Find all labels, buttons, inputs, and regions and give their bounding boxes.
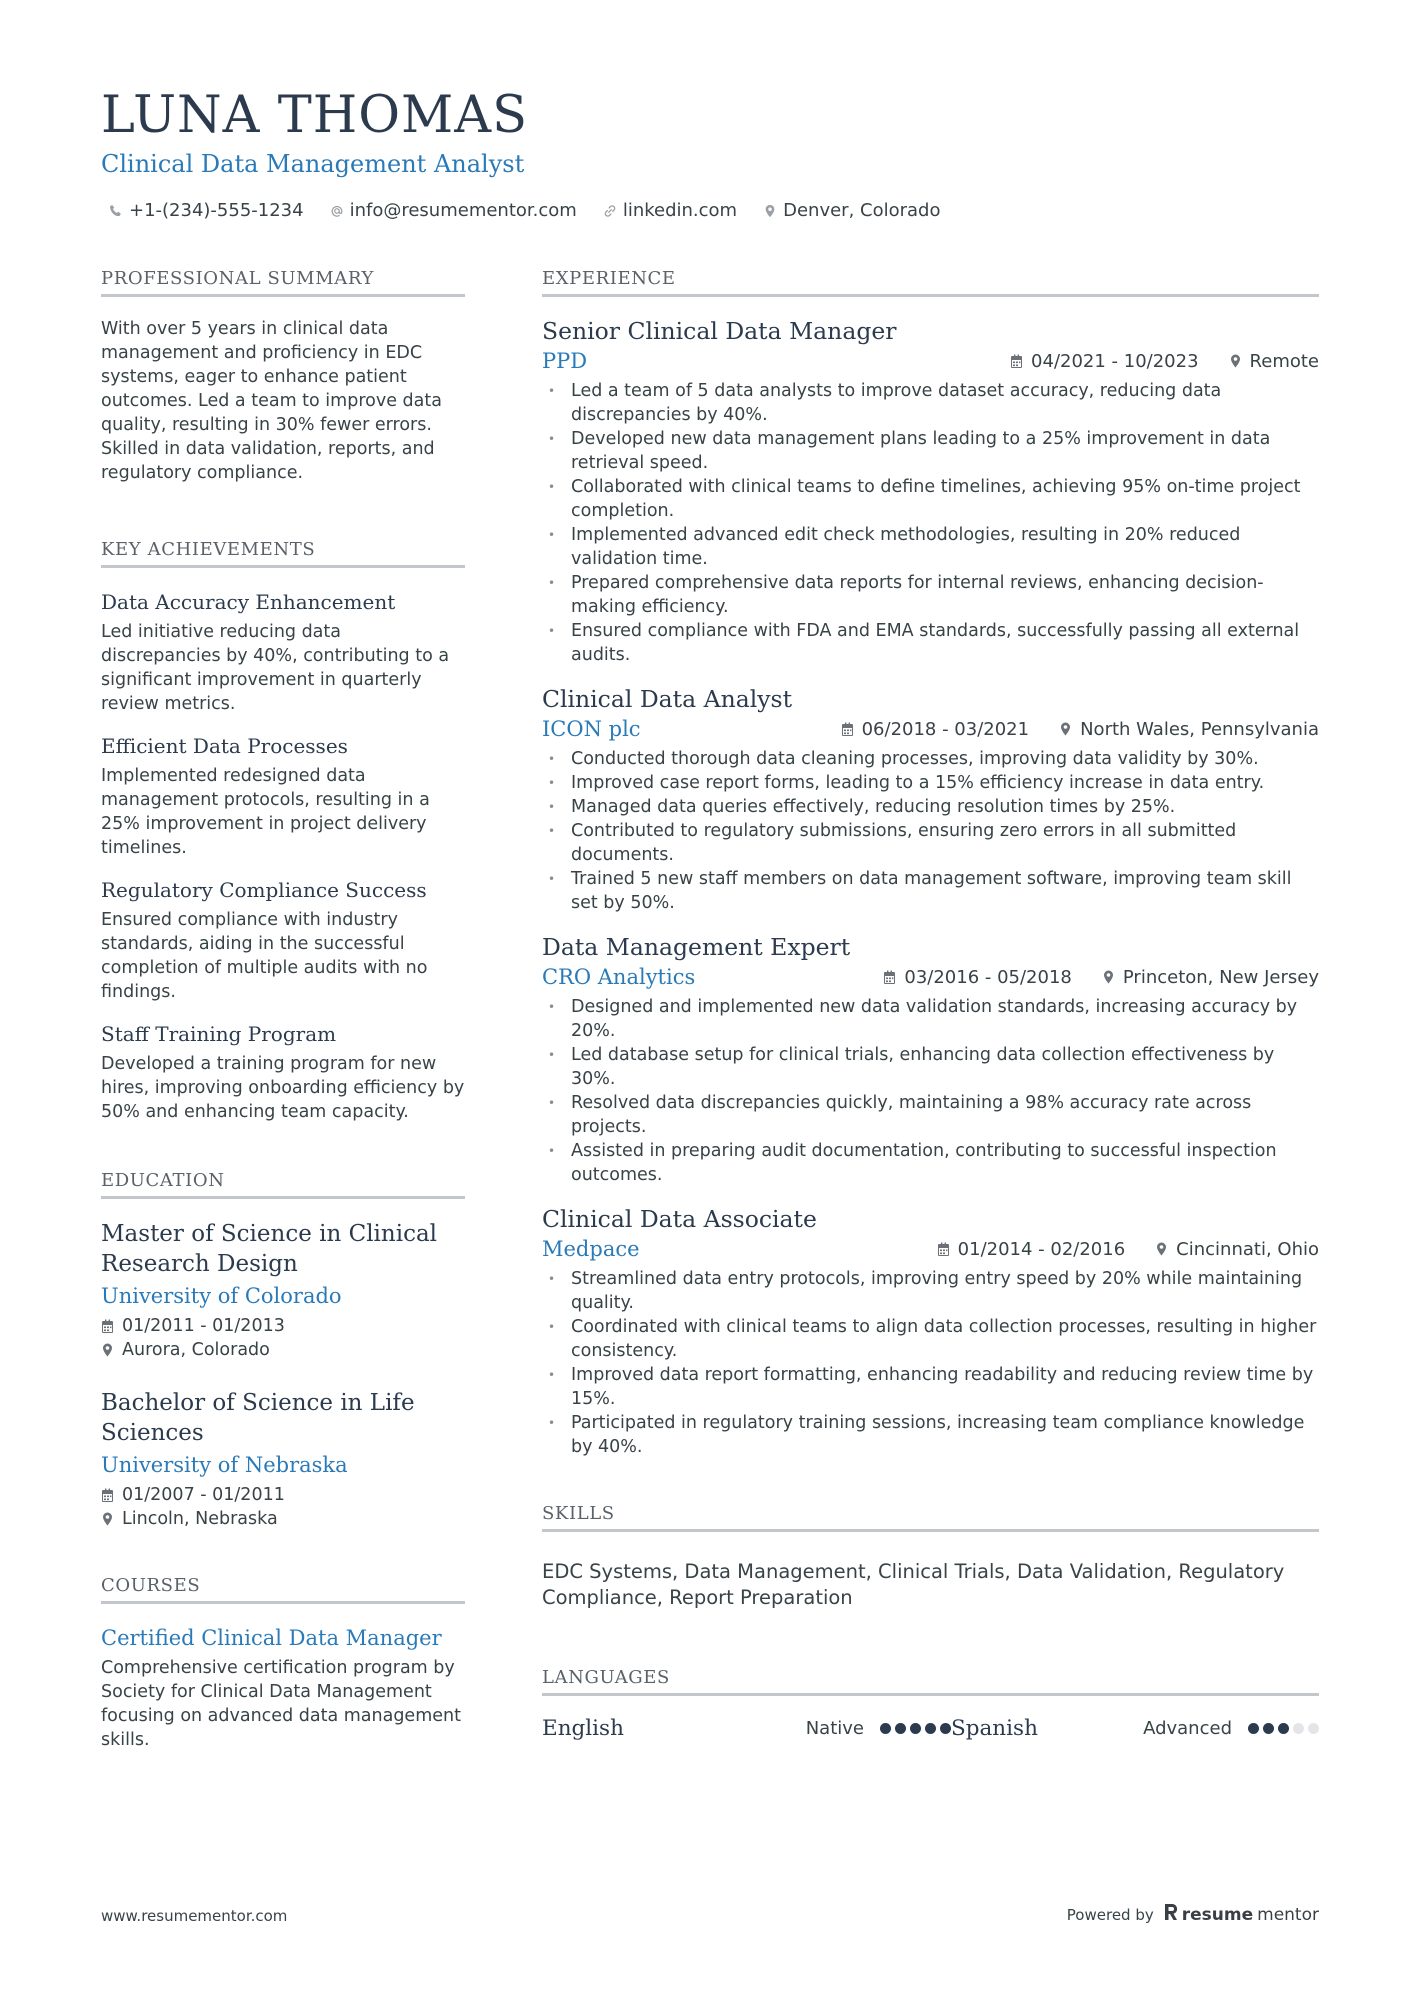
skills-heading: SKILLS xyxy=(542,1503,1319,1532)
job-row xyxy=(542,965,1319,989)
brand-name-light: mentor xyxy=(1257,1904,1319,1925)
education-location-text: Aurora, Colorado xyxy=(122,1340,270,1360)
education-location xyxy=(101,1338,465,1362)
candidate-title: Clinical Data Management Analyst xyxy=(101,150,525,178)
contact-location-text: Denver, Colorado xyxy=(783,200,941,221)
job-bullet: • Collaborated with clinical teams to define timelines, achieving 95% on-time project completion. xyxy=(542,475,1319,523)
link-icon xyxy=(603,204,617,218)
achievement-desc: Ensured compliance with industry standards, aiding in the successful completion of multiple audits with no findings. xyxy=(101,910,428,1002)
course-title: Certified Clinical Data Manager xyxy=(101,1626,442,1650)
powered-by xyxy=(1067,1903,1319,1926)
education-location-text: Lincoln, Nebraska xyxy=(122,1509,278,1529)
languages-list xyxy=(542,1716,1319,1741)
right-column xyxy=(542,268,1319,1741)
job-location xyxy=(1059,719,1319,740)
powered-by-text: Powered by xyxy=(1066,1905,1154,1924)
job-row xyxy=(542,717,1319,741)
job-meta xyxy=(883,967,1319,988)
contact-email[interactable] xyxy=(330,200,577,221)
course-desc: Comprehensive certification program by Society for Clinical Data Management focusing on advanced data management skills. xyxy=(101,1658,461,1750)
job-meta xyxy=(1010,351,1319,372)
calendar-icon xyxy=(101,1319,114,1333)
location-icon xyxy=(101,1512,114,1526)
footer-url[interactable]: www.resumementor.com xyxy=(101,1907,288,1925)
phone-icon xyxy=(109,204,123,218)
summary-text: With over 5 years in clinical data management and proficiency in EDC systems, eager to enhance patient outcomes. Led a team to improve data quality, resulting in 30% fewer errors. Skilled in data validation, reports, and regulatory compliance. xyxy=(101,319,442,483)
education-school: University of Nebraska xyxy=(101,1453,348,1477)
contact-phone[interactable] xyxy=(109,200,304,221)
job-title: Senior Clinical Data Manager xyxy=(542,317,897,345)
job-dates xyxy=(937,1239,1126,1260)
achievement-desc: Led initiative reducing data discrepancies by 40%, contributing to a significant improvement in quarterly review metrics. xyxy=(101,622,450,714)
courses-heading: COURSES xyxy=(101,1575,465,1604)
job-bullet: • Prepared comprehensive data reports for internal reviews, enhancing decision-making efficiency. xyxy=(542,571,1319,619)
achievement-item xyxy=(101,878,465,1004)
achievement-desc: Implemented redesigned data management protocols, resulting in a 25% improvement in project delivery timelines. xyxy=(101,766,430,858)
job-dates-text: 04/2021 - 10/2023 xyxy=(1031,350,1199,372)
achievement-title: Data Accuracy Enhancement xyxy=(101,590,396,614)
location-icon xyxy=(763,204,777,218)
job-entry xyxy=(542,683,1319,915)
achievement-item xyxy=(101,734,465,860)
location-icon xyxy=(1229,354,1242,368)
job-meta xyxy=(841,719,1319,740)
education-heading: EDUCATION xyxy=(101,1170,465,1199)
job-title: Clinical Data Associate xyxy=(542,1205,817,1233)
rating-dot-filled xyxy=(1248,1723,1259,1734)
rating-dot-filled xyxy=(1278,1723,1289,1734)
at-icon xyxy=(330,204,344,218)
job-bullet: • Assisted in preparing audit documentation, contributing to successful inspection outcomes. xyxy=(542,1139,1319,1187)
job-dates xyxy=(841,719,1030,740)
location-icon xyxy=(101,1343,114,1357)
rating-dot-empty xyxy=(1308,1723,1319,1734)
brand-logo-icon xyxy=(1164,1903,1178,1926)
calendar-icon xyxy=(101,1488,114,1502)
job-bullet: • Participated in regulatory training sessions, increasing team compliance knowledge by 40%. xyxy=(542,1411,1319,1459)
job-bullets xyxy=(542,995,1319,1187)
job-bullet: • Contributed to regulatory submissions, ensuring zero errors in all submitted documents. xyxy=(542,819,1319,867)
location-icon xyxy=(1102,970,1115,984)
education-dates-text: 01/2007 - 01/2011 xyxy=(122,1485,285,1505)
job-bullet: • Ensured compliance with FDA and EMA standards, successfully passing all external audits. xyxy=(542,619,1319,667)
job-bullet: • Coordinated with clinical teams to align data collection processes, resulting in higher consistency. xyxy=(542,1315,1319,1363)
candidate-name: LUNA THOMAS xyxy=(101,86,529,145)
brand-name-bold: resume xyxy=(1181,1904,1254,1925)
job-location xyxy=(1229,351,1319,372)
achievement-title: Regulatory Compliance Success xyxy=(101,878,427,902)
location-icon xyxy=(1155,1242,1168,1256)
contact-phone-text: +1-(234)-555-1234 xyxy=(129,200,304,221)
rating-dot-filled xyxy=(925,1723,936,1734)
job-bullets xyxy=(542,379,1319,667)
contact-linkedin-text: linkedin.com xyxy=(622,200,738,221)
education-item xyxy=(101,1388,465,1531)
skills-text: EDC Systems, Data Management, Clinical Trials, Data Validation, Regulatory Compliance, Report Preparation xyxy=(542,1560,1285,1609)
rating-dot-filled xyxy=(895,1723,906,1734)
job-title: Clinical Data Analyst xyxy=(542,685,793,713)
job-bullets xyxy=(542,1267,1319,1459)
job-row xyxy=(542,1237,1319,1261)
job-bullet: • Resolved data discrepancies quickly, maintaining a 98% accuracy rate across projects. xyxy=(542,1091,1319,1139)
left-column xyxy=(101,268,465,1752)
achievement-title: Efficient Data Processes xyxy=(101,734,348,758)
job-location-text: North Wales, Pennsylvania xyxy=(1080,718,1319,740)
achievement-title: Staff Training Program xyxy=(101,1022,337,1046)
job-entry xyxy=(542,1203,1319,1459)
location-icon xyxy=(1059,722,1072,736)
contact-bar xyxy=(109,200,941,221)
education-item xyxy=(101,1219,465,1362)
language-name: English xyxy=(542,1716,624,1741)
job-bullets xyxy=(542,747,1319,915)
language-item xyxy=(951,1716,1319,1741)
job-bullet: • Streamlined data entry protocols, improving entry speed by 20% while maintaining quality. xyxy=(542,1267,1319,1315)
resume-page xyxy=(101,0,1319,1995)
language-level: Advanced xyxy=(1143,1718,1232,1739)
language-level: Native xyxy=(805,1718,864,1739)
job-company: CRO Analytics xyxy=(542,965,696,989)
contact-email-text: info@resumementor.com xyxy=(349,200,577,221)
language-rating xyxy=(1248,1723,1319,1734)
education-location xyxy=(101,1507,465,1531)
job-bullet: • Led a team of 5 data analysts to improve dataset accuracy, reducing data discrepancies by 40%. xyxy=(542,379,1319,427)
contact-linkedin[interactable] xyxy=(603,200,737,221)
languages-heading: LANGUAGES xyxy=(542,1667,1319,1696)
job-location xyxy=(1102,967,1319,988)
job-dates-text: 01/2014 - 02/2016 xyxy=(957,1238,1126,1260)
job-company: Medpace xyxy=(542,1237,640,1261)
job-bullet: • Conducted thorough data cleaning processes, improving data validity by 30%. xyxy=(542,747,1319,771)
experience-heading: EXPERIENCE xyxy=(542,268,1319,297)
rating-dot-filled xyxy=(940,1723,951,1734)
job-dates xyxy=(883,967,1072,988)
job-row xyxy=(542,349,1319,373)
rating-dot-filled xyxy=(1263,1723,1274,1734)
calendar-icon xyxy=(841,722,854,736)
job-company: ICON plc xyxy=(542,717,641,741)
education-dates xyxy=(101,1483,465,1507)
job-bullet: • Designed and implemented new data validation standards, increasing accuracy by 20%. xyxy=(542,995,1319,1043)
job-company: PPD xyxy=(542,349,588,373)
achievement-desc: Developed a training program for new hires, improving onboarding efficiency by 50% and enhancing team capacity. xyxy=(101,1054,465,1122)
job-location-text: Princeton, New Jersey xyxy=(1122,966,1319,988)
job-location xyxy=(1155,1239,1319,1260)
education-degree: Master of Science in Clinical Research Design xyxy=(101,1221,438,1277)
job-location-text: Cincinnati, Ohio xyxy=(1176,1238,1319,1260)
calendar-icon xyxy=(883,970,896,984)
job-dates xyxy=(1010,351,1199,372)
rating-dot-filled xyxy=(880,1723,891,1734)
job-bullet: • Implemented advanced edit check methodologies, resulting in 20% reduced validation time. xyxy=(542,523,1319,571)
achievements-heading: KEY ACHIEVEMENTS xyxy=(101,539,465,568)
job-bullet: • Developed new data management plans leading to a 25% improvement in data retrieval speed. xyxy=(542,427,1319,475)
calendar-icon xyxy=(1010,354,1023,368)
education-dates xyxy=(101,1314,465,1338)
job-meta xyxy=(937,1239,1319,1260)
education-dates-text: 01/2011 - 01/2013 xyxy=(122,1316,285,1336)
achievement-item xyxy=(101,1022,465,1124)
achievement-item xyxy=(101,590,465,716)
job-location-text: Remote xyxy=(1249,350,1319,372)
education-school: University of Colorado xyxy=(101,1284,342,1308)
job-bullet: • Led database setup for clinical trials, enhancing data collection effectiveness by 30%. xyxy=(542,1043,1319,1091)
job-entry xyxy=(542,931,1319,1187)
job-bullet: • Trained 5 new staff members on data management software, improving team skill set by 50%. xyxy=(542,867,1319,915)
brand-logo[interactable] xyxy=(1164,1903,1319,1926)
job-dates-text: 06/2018 - 03/2021 xyxy=(861,718,1030,740)
job-bullet: • Managed data queries effectively, reducing resolution times by 25%. xyxy=(542,795,1319,819)
language-item xyxy=(542,1716,951,1741)
contact-location xyxy=(763,200,940,221)
job-dates-text: 03/2016 - 05/2018 xyxy=(904,966,1072,988)
job-entry xyxy=(542,315,1319,667)
summary-heading: PROFESSIONAL SUMMARY xyxy=(101,268,465,297)
education-degree: Bachelor of Science in Life Sciences xyxy=(101,1390,415,1446)
job-bullet: • Improved case report forms, leading to a 15% efficiency increase in data entry. xyxy=(542,771,1319,795)
language-name: Spanish xyxy=(951,1716,1038,1741)
language-rating xyxy=(880,1723,951,1734)
rating-dot-empty xyxy=(1293,1723,1304,1734)
job-title: Data Management Expert xyxy=(542,933,851,961)
rating-dot-filled xyxy=(910,1723,921,1734)
calendar-icon xyxy=(937,1242,950,1256)
job-bullet: • Improved data report formatting, enhancing readability and reducing review time by 15%. xyxy=(542,1363,1319,1411)
